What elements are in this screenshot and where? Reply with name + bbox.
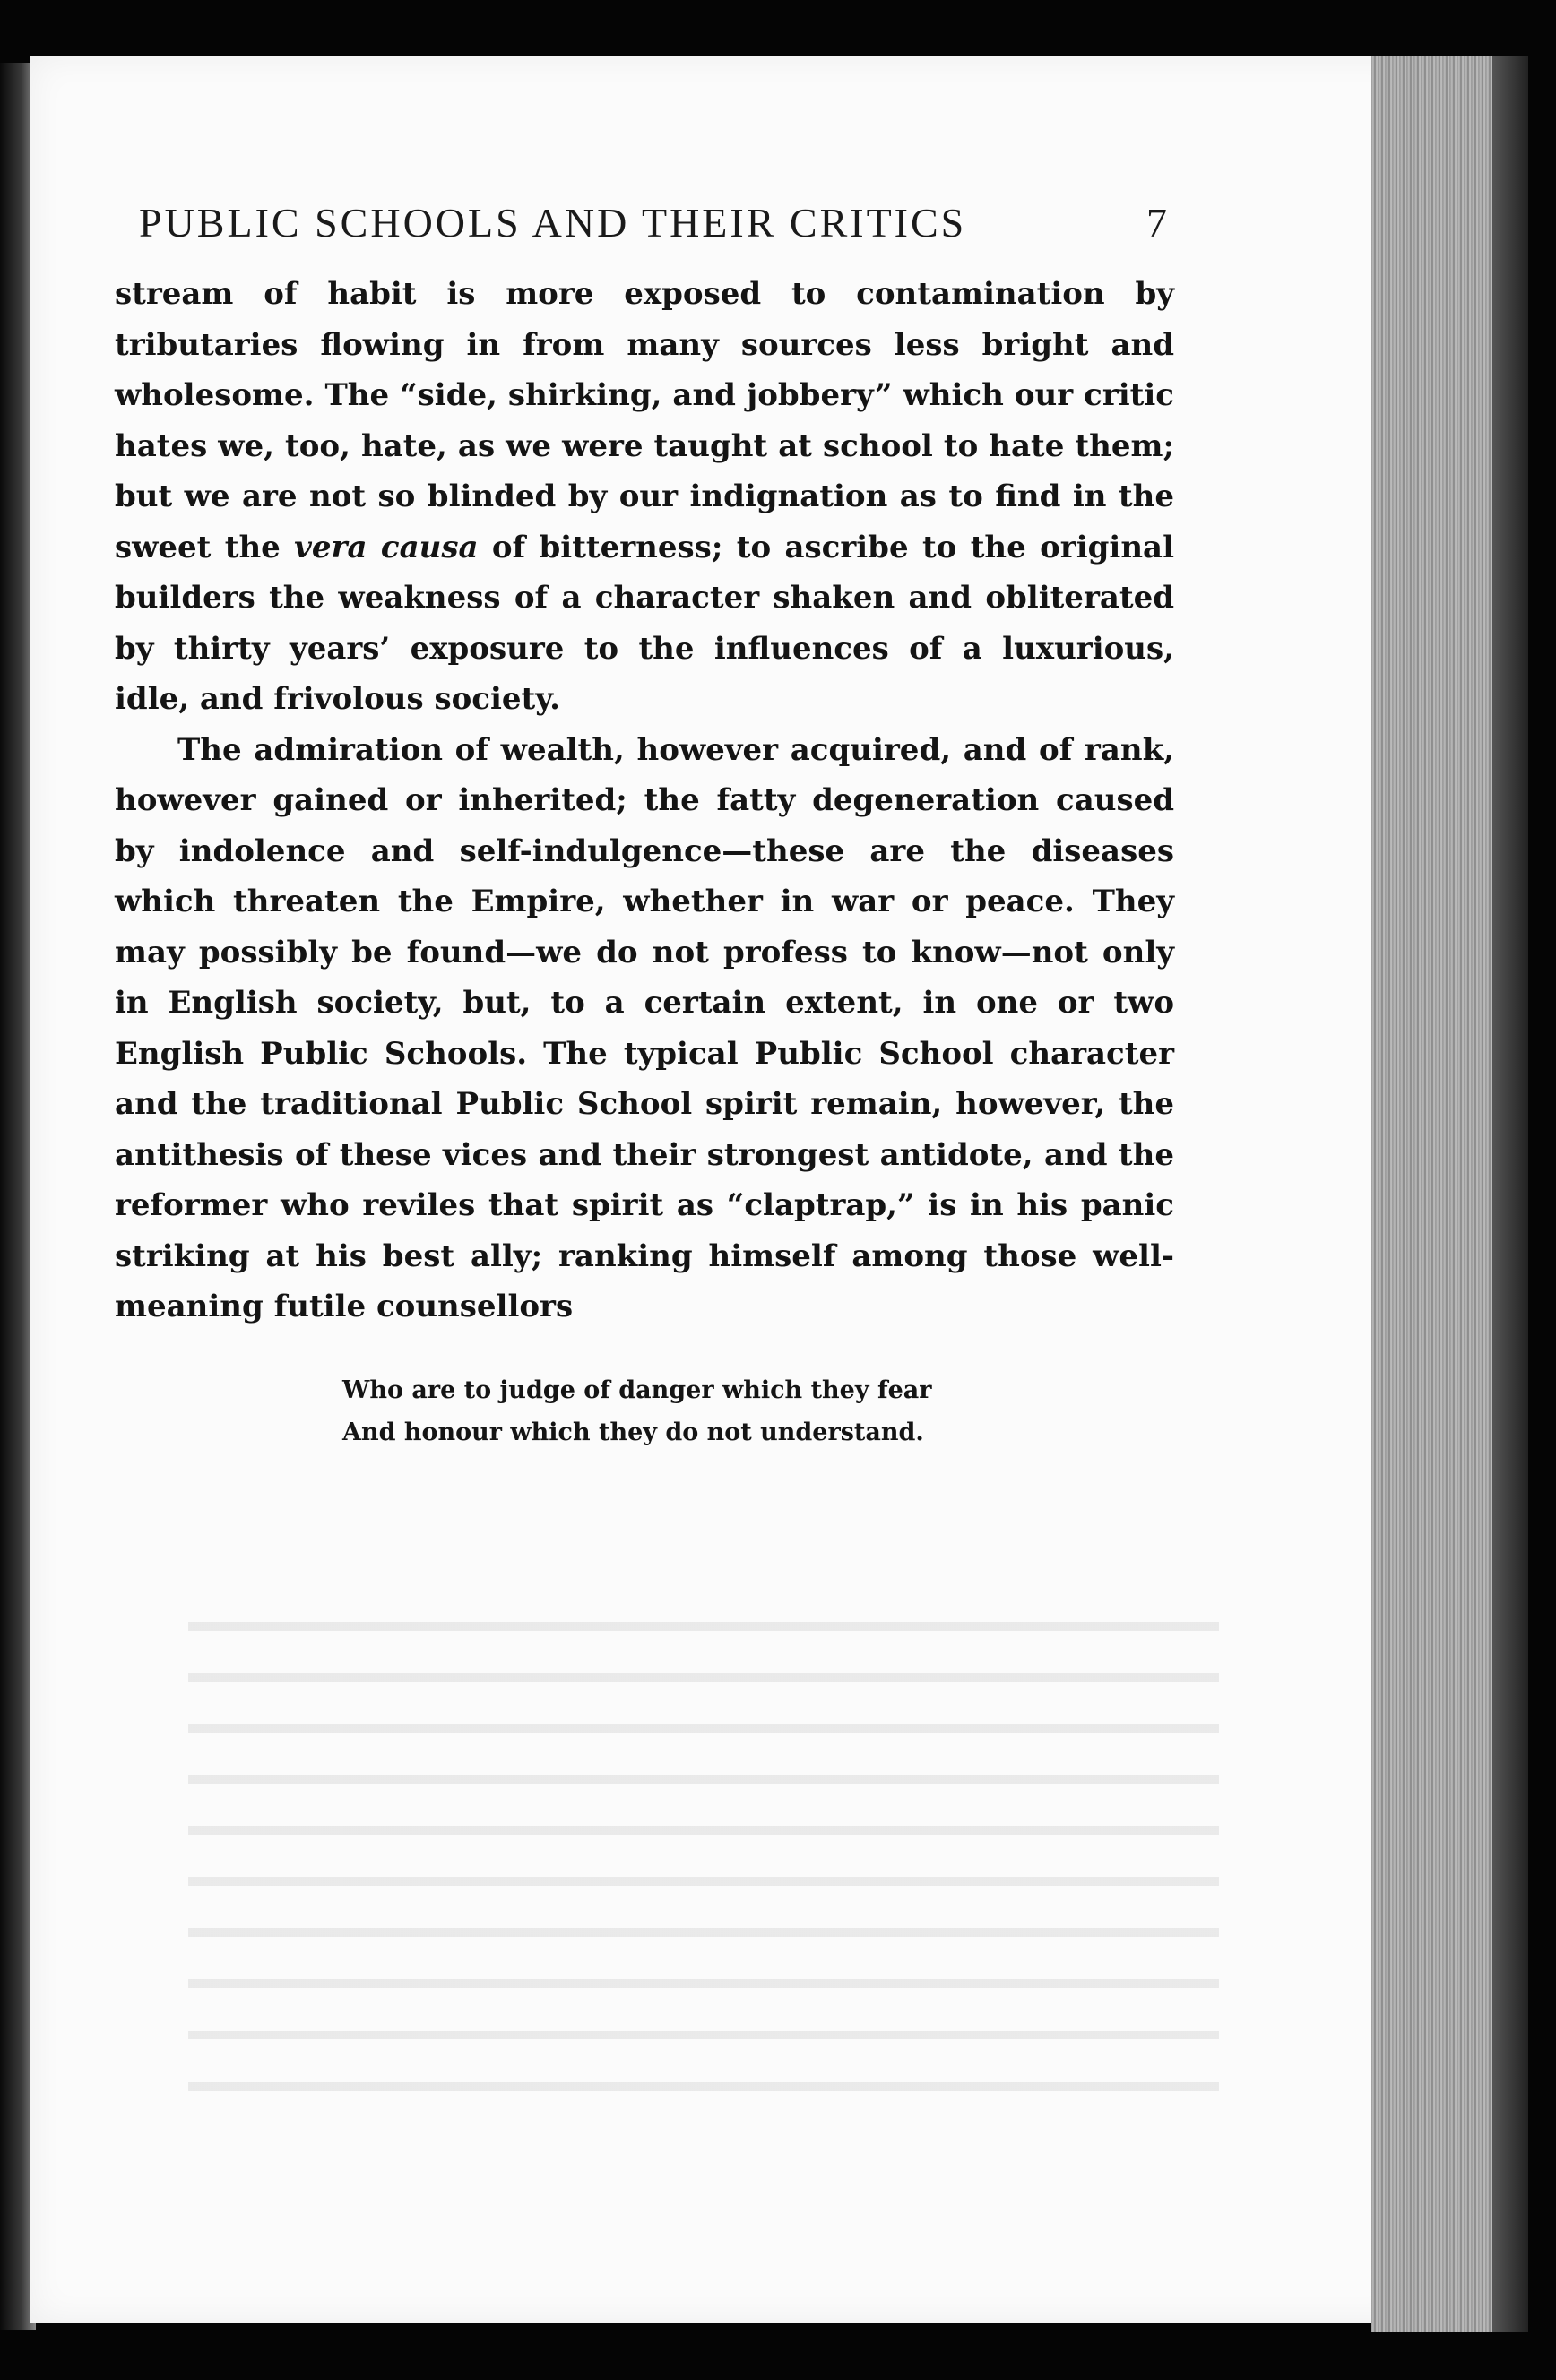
stacked-page-edges <box>1371 56 1528 2332</box>
paragraph-2: The admiration of wealth, however acquired, and of rank, however gained or inherited; the fatty degeneration caused by indolence and self-indulgence—these are the diseases which threaten the Empire, whether in war or peace. They may possibly be found—we do not profess to know—not only in English society, but, to a certain extent, in one or two English Public Schools. The typical Public School character and the traditional Public School spirit remain, however, the antithesis of these vices and their strongest antidote, and the reformer who reviles that spirit as “claptrap,” is in his panic striking at his best ally; ranking himself among those well-meaning futile counsellors <box>115 731 1174 1324</box>
running-head <box>139 199 1170 246</box>
paragraph-1-text-b: of bitterness; to ascribe to the original builders the weakness of a character shaken and obliterated by thirty years’ exposure to the influences of a luxurious, idle, and frivolous society. <box>115 529 1174 717</box>
quotation-line-2: And honour which they do not understand. <box>342 1419 924 1446</box>
page-number: 7 <box>1146 200 1170 246</box>
quotation-line-1: Who are to judge of danger which they fear <box>342 1376 932 1404</box>
paragraph-1-text-a: stream of habit is more exposed to contamination by tributaries flowing in from many sources less bright and wholesome. The “side, shirking, and jobbery” which our critic hates we, too, hate, as we were taught at school to hate them; but we are not so blinded by our indignation as to find in the sweet the <box>115 276 1174 565</box>
paragraph-1 <box>115 269 1174 725</box>
bleed-through-text <box>188 1595 1219 2115</box>
paragraph-1-italic-phrase: vera causa <box>294 529 479 565</box>
running-head-title: PUBLIC SCHOOLS AND THEIR CRITICS <box>139 200 967 246</box>
verse-quotation <box>342 1369 931 1453</box>
body-text <box>115 269 1174 1332</box>
